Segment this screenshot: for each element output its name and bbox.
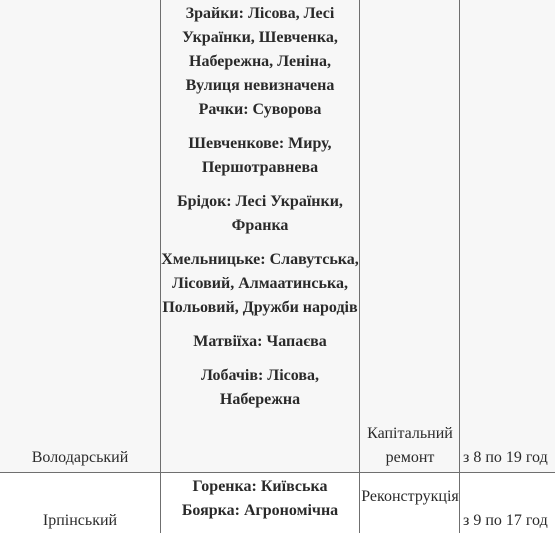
- row-divider: [0, 472, 555, 473]
- settlement-streets: Рачки: Суворова: [198, 101, 322, 118]
- settlement-streets: Шевченкове: Миру, Першотравнева: [188, 135, 332, 176]
- settlement-streets: Боярка: Агрономічна: [181, 502, 339, 519]
- settlement-streets: Брідок: Лесі Українки, Франка: [177, 193, 343, 234]
- settlement-streets: Матвіїха: Чапаєва: [193, 333, 327, 350]
- works-cell: Капітальний ремонт: [367, 425, 453, 466]
- settlement-streets: Лобачів: Лісова, Набережна: [200, 367, 320, 408]
- settlement-streets: Зрайки: Лісова, Лесі Українки, Шевченка, Набережна, Леніна, Вулиця невизначена: [182, 5, 338, 94]
- region-cell: Ірпінський: [42, 512, 118, 529]
- period-cell: з 8 по 19 год: [463, 449, 548, 466]
- region-cell: Володарський: [31, 449, 129, 466]
- settlement-streets: Хмельницьке: Славутська, Лісовий, Алмаатинська, Польовий, Дружби народів: [161, 251, 359, 316]
- period-cell: з 9 по 17 год: [463, 512, 548, 529]
- settlement-streets: Горенка: Київська: [192, 478, 328, 495]
- streets-cell: [160, 475, 360, 533]
- works-cell: Реконструкція: [361, 488, 459, 505]
- streets-cell: [160, 2, 360, 422]
